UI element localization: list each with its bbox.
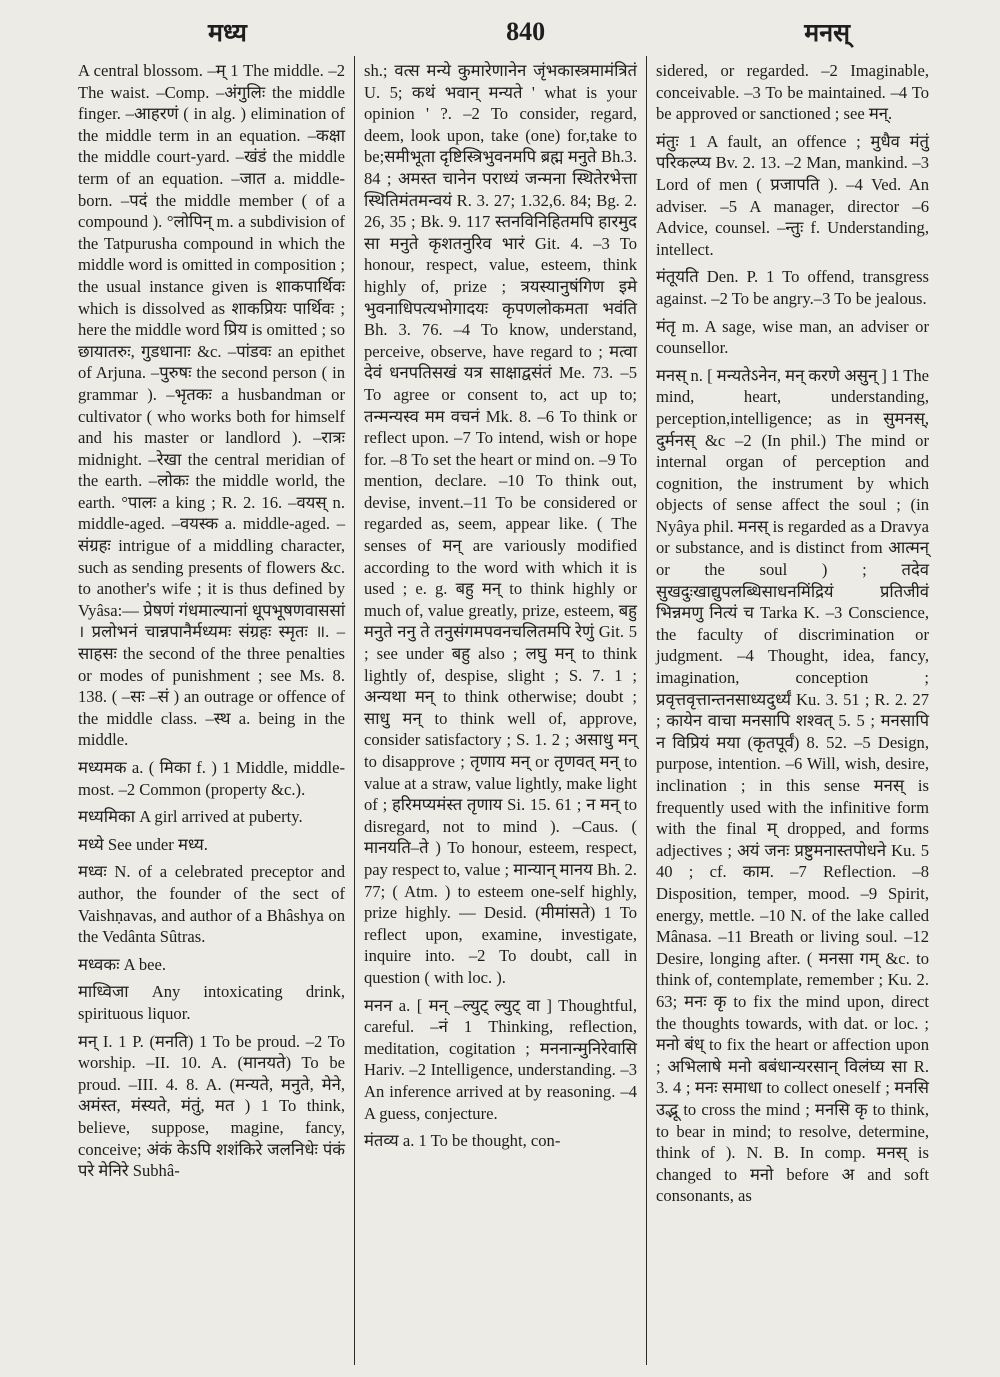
entry-paragraph: मनन a. [ मन् –ल्युट् ल्युट् वा ] Thoughtful, careful. –नं 1 Thinking, reflection, meditation, cogitation ; मननान्मुनिरेवासि Hariv. –2 Intelligence, understanding. –3 An inference arrived at by reasoning. –4 A guess, conjecture. xyxy=(364,995,637,1123)
entry-paragraph: मध्वकः A bee. xyxy=(78,954,167,974)
column-3 xyxy=(646,56,938,1365)
header-left-word: मध्य xyxy=(208,20,247,47)
entry-paragraph: मंतूयति Den. P. 1 To offend, transgress against. –2 To be angry.–3 To be jealous. xyxy=(656,267,929,308)
entry-paragraph: A central blossom. –म् 1 The middle. –2 The waist. –Comp. –अंगुलिः the middle finger. –आहरणं ( in alg. ) elimination of the middle term in an equation. –कक्षा the middle court-yard. –खंडं the middle term of an equation. –जात a. middle-born. –पदं the middle member ( of a compound ). °लोपिन् m. a subdivision of the Tatpurusha compound in which the middle word is omitted in composition ; the usual instance given is शाकपार्थिवः which is dissolved as शाकप्रियः पार्थिवः ; here the middle word प्रिय is omitted ; so छायातरुः, गुडधानाः &c. –पांडवः an epithet of Arjuna. –पुरुषः the second person ( in grammar ). –भृतकः a husbandman or cultivator ( who works both for himself and his master or landlord ). –रात्रः midnight. –रेखा the central meridian of the earth. –लोकः the middle world, the earth. °पालः a king ; R. 2. 16. –वयस् n. middle-aged. –वयस्क a. middle-aged. –संग्रहः intrigue of a middling character, such as sending presents of flowers &c. to another's wife ; it is thus defined by Vyâsa:— प्रेषणं गंधमाल्यानां धूपभूषणवाससां । प्रलोभनं चान्नपानैर्मध्यमः संग्रहः स्मृतः ॥. –साहसः the second of the three penalties or modes of punishment ; see Ms. 8. 138. ( –सः –सं ) an outrage or offence of the middle class. –स्थ a. being in the middle. xyxy=(78,61,345,750)
entry-paragraph: sh.; वत्स मन्ये कुमारेणानेन जृंभकास्त्रमामंत्रितं U. 5; कथं भवान् मन्यते ' what is your opinion ' ?. –2 To consider, regard, deem, look upon, take (one) for,take to be;समीभूता दृष्टिस्त्रिभुवनमपि ब्रह्म मनुते Bh.3. 84 ; अमस्त चानेन पराध्यं जन्मना स्थितेरभेत्ता स्थितिमंतमन्वयं R. 3. 27; 1.32,6. 84; Bg. 2. 26, 35 ; Bk. 9. 117 स्तनविनिहितमपि हारमुद सा मनुते कृशतनुरिव भारं Git. 4. –3 To honour, respect, value, esteem, think highly of, prize ; त्रयस्यानुषंगिण इमे भुवनाधिपत्यभोगादयः कृपणलोकमता भवंति Bh. 3. 76. –4 To know, understand, perceive, observe, have regard to ; मत्वा देवं धनपतिसखं यत्र साक्षाद्वसंतं Me. 73. –5 To agree or consent to, act up to; तन्मन्यस्व मम वचनं Mk. 8. –6 To think or reflect upon. –7 To intend, wish or hope for. –8 To set the heart or mind on. –9 To mention, declare. –10 To think out, devise, invent.–11 To be considered or regarded as, seem, appear like. ( The senses of मन् are variously modified according to the word with which it is used ; e. g. बहु मन् to think highly or much of, value greatly, prize, esteem, बहु मनुते ननु ते तनुसंगमपवनचलितमपि रेणुं Git. 5 ; see under बहु also ; लघु मन् to think lightly of, despise, slight ; S. 7. 1 ; अन्यथा मन् to think otherwise; doubt ; साधु मन् to think well of, approve, consider satisfactory ; S. 1. 2 ; असाधु मन् to disapprove ; तृणाय मन् or तृणवत् मन् to value at a straw, value lightly, make light of ; हरिमप्यमंस्त तृणाय Si. 15. 61 ; न मन् to disregard, not to mind ). –Caus. ( मानयति–ते ) To honour, esteem, respect, pay respect to, value ; मान्यान् मानय Bh. 2. 77; ( Atm. ) to esteem one-self highly, prize highly. — Desid. (मीमांसते) 1 To reflect upon, examine, investigate, inquire into. –2 To doubt, call in question ( with loc. ). xyxy=(364,61,637,987)
entry-paragraph: मन् I. 1 P. (मनति) 1 To be proud. –2 To worship. –II. 10. A. (मानयते) To be proud. –III. 4. 8. A. (मन्यते, मनुते, मेने, अमंस्त, मंस्यते, मंतुं, मत ) 1 To think, believe, suppose, magine, fancy, conceive; अंकं केऽपि शशंकिरे जलनिधेः पंकं परे मेनिरे Subhâ- xyxy=(78,1031,345,1181)
page-header xyxy=(68,12,940,52)
entry-paragraph: मंतव्य a. 1 To be thought, con- xyxy=(364,1131,561,1151)
entry-paragraph: मंतुः 1 A fault, an offence ; मुधैव मंतुं परिकल्प्य Bv. 2. 13. –2 Man, mankind. –3 Lord of men ( प्रजापति ). –4 Ved. An adviser. –5 A manager, director –6 Advice, counsel. –न्तुः f. Understanding, intellect. xyxy=(656,131,929,259)
text-columns xyxy=(78,56,938,1365)
column-1 xyxy=(78,56,354,1365)
column-2 xyxy=(354,56,646,1365)
entry-paragraph: मध्यमिका A girl arrived at puberty. xyxy=(78,807,303,827)
entry-paragraph: मध्यमक a. ( मिका f. ) 1 Middle, middle-most. –2 Common (property &c.). xyxy=(78,758,345,799)
entry-paragraph: sidered, or regarded. –2 Imaginable, conceivable. –3 To be maintained. –4 To be approved or sanctioned ; see मन्. xyxy=(656,61,929,124)
entry-paragraph: मनस् n. [ मन्यतेऽनेन, मन् करणे असुन् ] 1 The mind, heart, understanding, perception,intelligence; as in सुमनस्, दुर्मनस् &c –2 (In phil.) The mind or internal organ of perception and cognition, the instrument by which objects of sense affect the soul ; (in Nyâya phil. मनस् is regarded as a Dravya or substance, and is distinct from आत्मन् or the soul ) ; तदेव सुखदुःखाद्युपलब्धिसाधनमिंद्रियं प्रतिजीवं भिन्नमणु नित्यं च Tarka K. –3 Conscience, the faculty of discrimination or judgment. –4 Thought, idea, fancy, imagination, conception ; प्रवृत्तवृत्तान्तनसाध्यदुर्ध्यं Ku. 3. 51 ; R. 2. 27 ; कायेन वाचा मनसापि शश्वत् 5. 5 ; मनसापि न विप्रियं मया (कृतपूर्वं) 8. 52. –5 Design, purpose, intention. –6 Will, wish, desire, inclination ; in this sense मनस् is frequently used with the infinitive form with the final म् dropped, and forms adjectives ; अयं जनः प्रष्टुमनास्तपोधने Ku. 5 40 ; cf. काम. –7 Reflection. –8 Disposition, temper, mood. –9 Spirit, energy, mettle. –10 N. of the lake called Mânasa. –11 Breath or living soul. –12 Desire, longing after. ( मनसा गम् &c. to think of, contemplate, remember ; Ku. 2. 63; मनः कृ to fix the mind upon, direct the thoughts towards, with dat. or loc. ; मनो बंध् to fix the heart or affection upon ; अभिलाषे मनो बबंधान्यरसान् विलंघ्य सा R. 3. 4 ; मनः समाधा to collect oneself ; मनसि उद्भू to cross the mind ; मनसि कृ to think, to bear in mind; to resolve, determine, think of ). N. B. In comp. मनस् is changed to मनो before अ and soft consonants, as xyxy=(656,365,929,1206)
page-number: 840 xyxy=(506,17,546,46)
header-right-word: मनस् xyxy=(804,20,850,47)
entry-paragraph: मध्वः N. of a celebrated preceptor and author, the founder of the sect of Vaishṇavas, and author of a Bhâshya on the Vedânta Sûtras. xyxy=(78,862,345,947)
entry-paragraph: मध्ये See under मध्य. xyxy=(78,834,208,854)
entry-paragraph: मंतृ m. A sage, wise man, an adviser or counsellor. xyxy=(656,316,929,358)
entry-paragraph: माध्विजा Any intoxicating drink, spirituous liquor. xyxy=(78,982,345,1023)
